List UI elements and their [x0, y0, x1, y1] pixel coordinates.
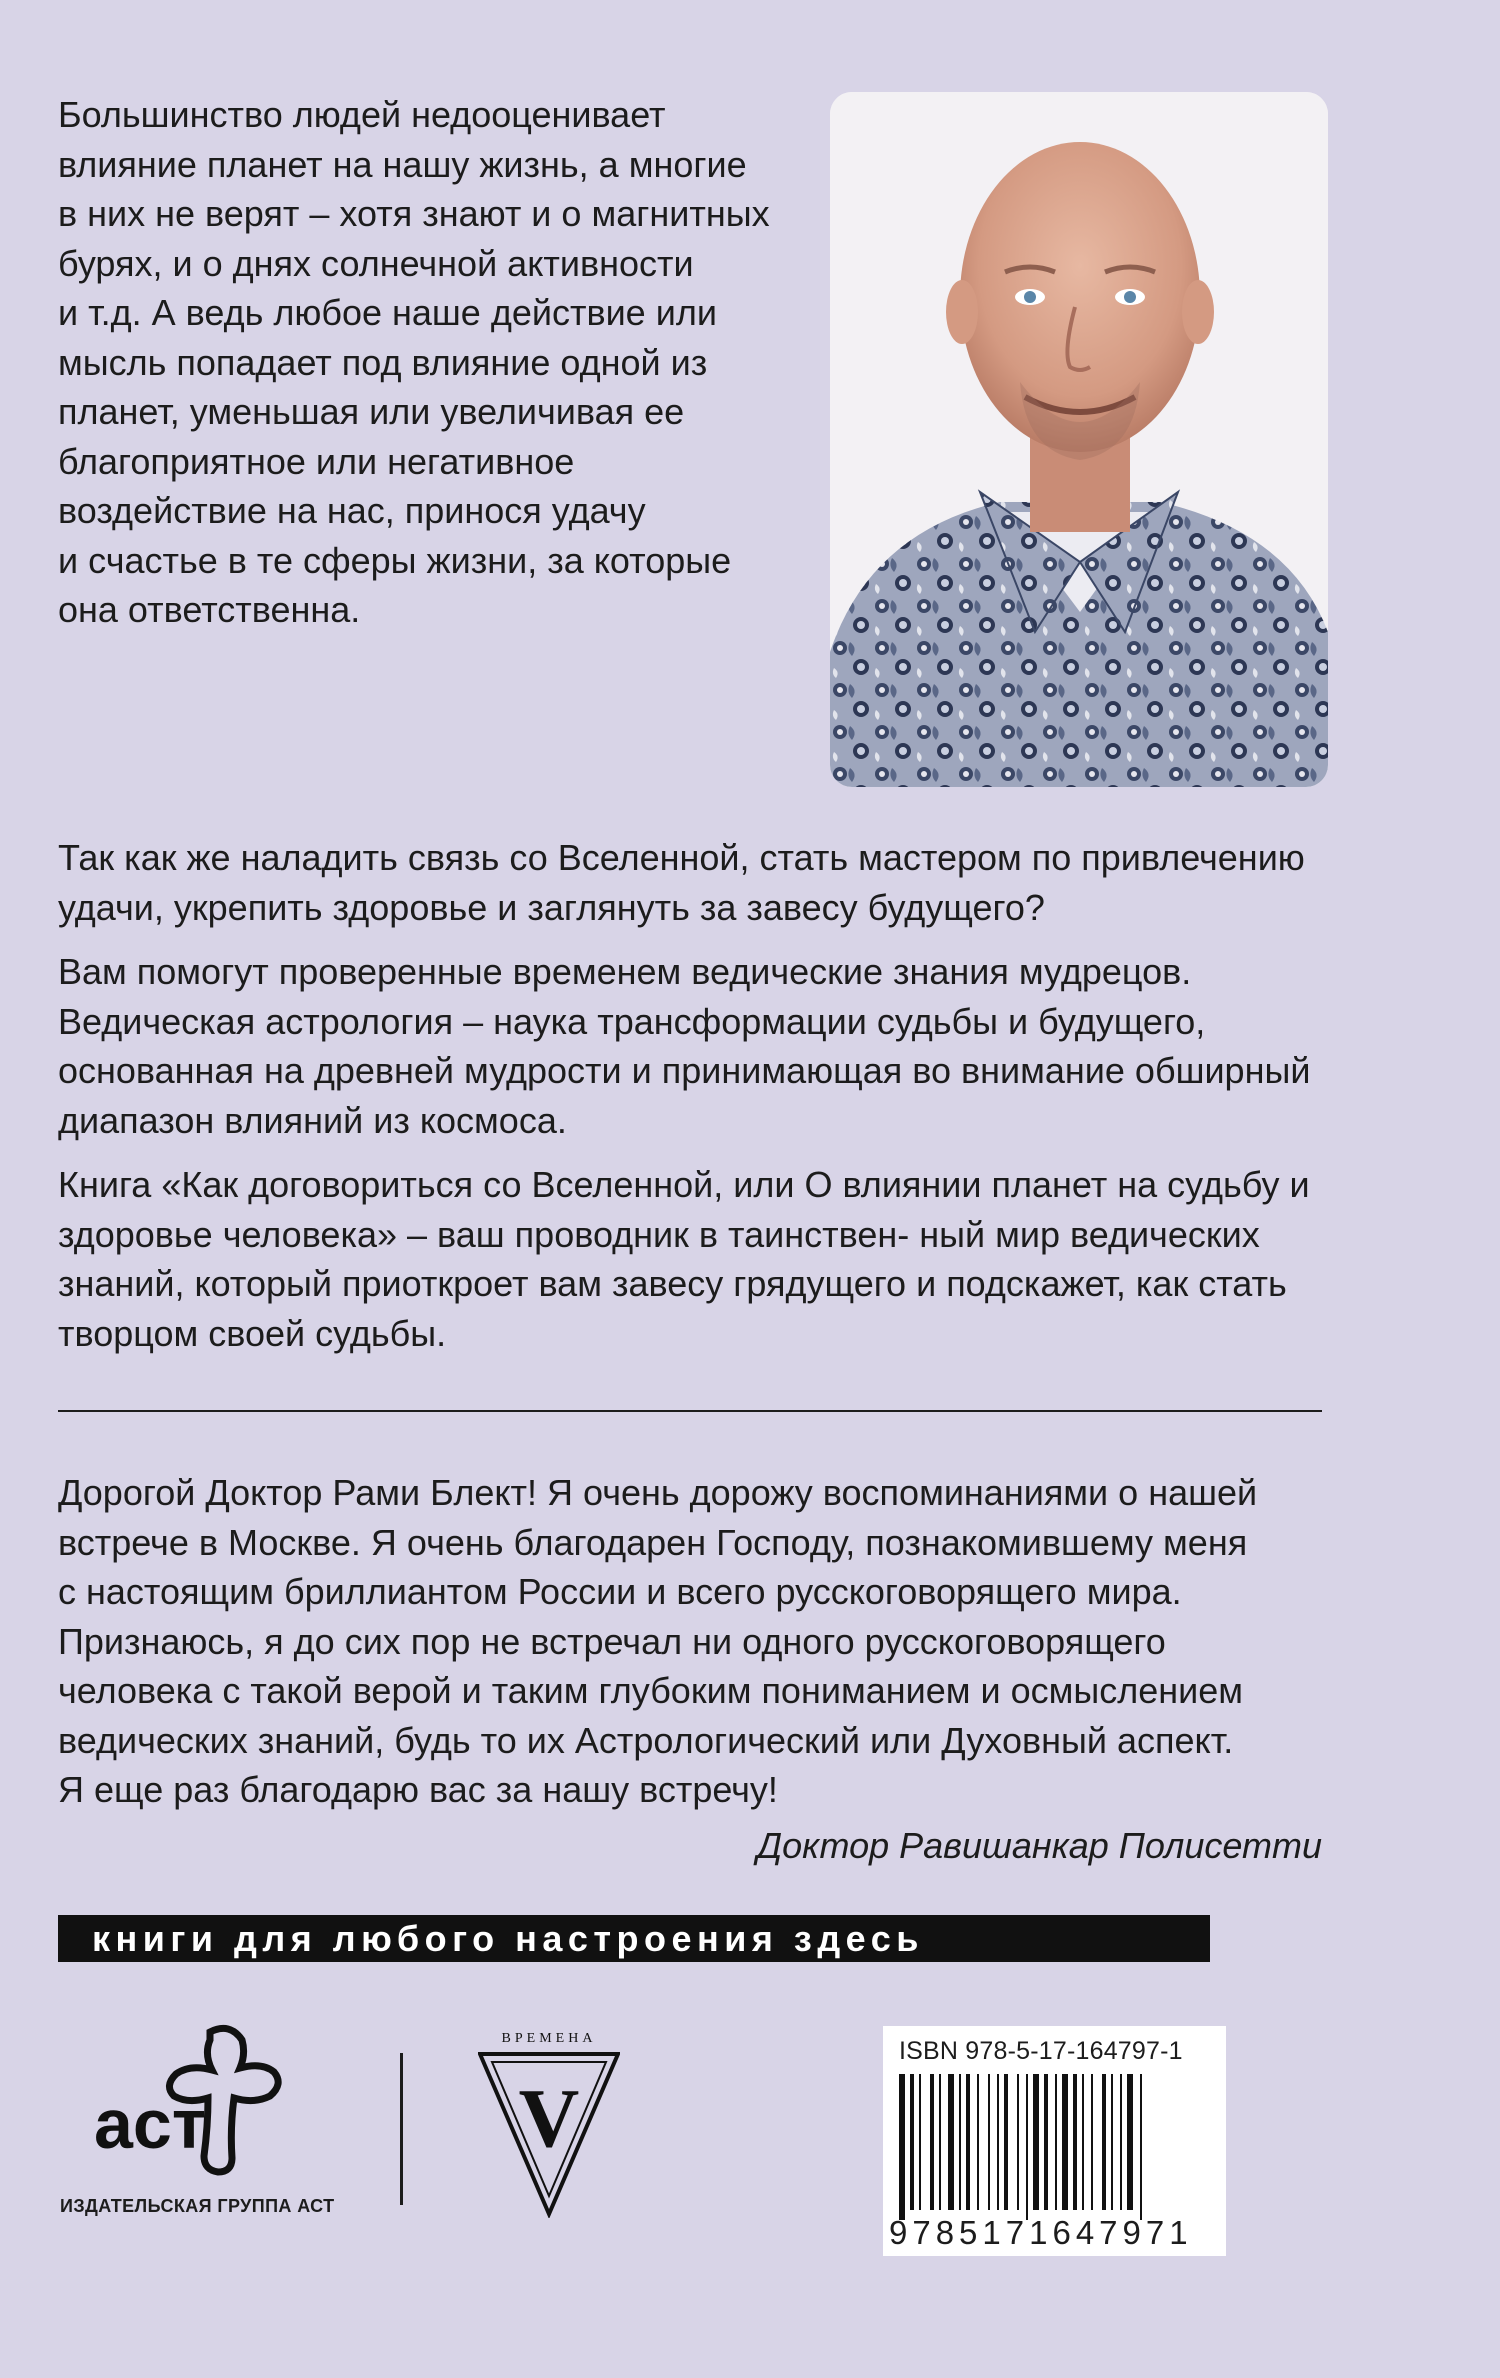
barcode-bar — [981, 2074, 987, 2210]
intro-text — [58, 90, 828, 635]
barcode-bar — [939, 2074, 941, 2210]
intro-line: мысль попадает под влияние одной из — [58, 341, 708, 383]
main-text — [58, 833, 1338, 1373]
ast-logo-icon — [92, 2022, 307, 2182]
testimonial-line: Признаюсь, я до сих пор не встречал ни одного русскоговорящего — [58, 1620, 1166, 1662]
barcode-bar — [1004, 2074, 1008, 2210]
barcode-bar — [899, 2074, 905, 2220]
barcode-bar — [1030, 2074, 1032, 2210]
barcode-bar — [916, 2074, 918, 2210]
barcode-bar — [1082, 2074, 1084, 2210]
barcode-bar — [956, 2074, 958, 2210]
intro-line: и счастье в те сферы жизни, за которые — [58, 539, 732, 581]
barcode-bar — [930, 2074, 934, 2210]
barcode-bar — [1111, 2074, 1113, 2210]
barcode-bar — [1017, 2074, 1019, 2210]
barcode-bar — [1108, 2074, 1110, 2210]
barcode-bar — [977, 2074, 979, 2210]
intro-line: и т.д. А ведь любое наше действие или — [58, 292, 717, 333]
isbn-label: ISBN 978-5-17-164797-1 — [899, 2037, 1183, 2065]
barcode-bar — [1041, 2074, 1043, 2210]
intro-line: в них не верят – хотя знают и о магнитных — [58, 193, 770, 234]
main-paragraph: Так как же наладить связь со Вселенной, стать мастером по привлечению удачи, укрепить здоровье и заглянуть за завесу будущего? — [58, 837, 1305, 928]
intro-line: Большинство людей недооценивает — [58, 94, 666, 135]
vremena-logo-icon — [478, 2028, 620, 2218]
barcode-bar — [1102, 2074, 1106, 2210]
testimonial-line: с настоящим бриллиантом России и всего русскоговорящего мира. — [58, 1571, 1182, 1612]
main-paragraph: Книга «Как договориться со Вселенной, или О влиянии планет на судьбу и здоровье человека» – ваш проводник в таинствен- ный мир ведических знаний, который приоткроет вам завесу грядущего и подскажет, как стать творцом своей судьбы. — [58, 1164, 1310, 1354]
barcode-bar — [1001, 2074, 1003, 2210]
barcode-bar — [1135, 2074, 1139, 2210]
testimonial-line: ведических знаний, будь то их Астрологический или Духовный аспект. — [58, 1719, 1234, 1761]
barcode-bar — [1140, 2074, 1142, 2220]
testimonial-line: Я еще раз благодарю вас за нашу встречу! — [58, 1769, 778, 1810]
barcode-panel — [883, 2026, 1226, 2256]
barcode-bar — [997, 2074, 999, 2210]
barcode-bar — [907, 2074, 909, 2220]
logo-divider — [400, 2053, 403, 2205]
barcode-bar — [943, 2074, 947, 2210]
barcode-bar — [919, 2074, 921, 2210]
section-divider — [58, 1410, 1322, 1412]
barcode-bar — [1021, 2074, 1025, 2210]
barcode-bar — [1124, 2074, 1126, 2210]
barcode-bar — [948, 2074, 954, 2210]
barcode-bar — [1033, 2074, 1039, 2210]
barcode-bar — [1144, 2074, 1148, 2220]
barcode-bar — [1044, 2074, 1048, 2210]
publisher-name: ИЗДАТЕЛЬСКАЯ ГРУППА АСТ — [60, 2196, 335, 2216]
barcode-bar — [963, 2074, 965, 2210]
barcode-digits: 9785171647971 — [889, 2214, 1193, 2251]
barcode-bar — [1059, 2074, 1061, 2210]
barcode-bar — [972, 2074, 976, 2210]
barcode-bar — [966, 2074, 970, 2210]
barcode-bar — [1070, 2074, 1072, 2210]
testimonial-line: встрече в Москве. Я очень благодарен Господу, познакомившему меня — [58, 1521, 1248, 1563]
main-paragraph: Вам помогут проверенные временем ведические знания мудрецов. Ведическая астрология – наука трансформации судьбы и будущего, основанная на древней мудрости и принимающая во внимание обширный диапазон влияний из космоса. — [58, 951, 1311, 1141]
slogan-banner: книги для любого настроения здесь — [58, 1915, 1210, 1962]
testimonial-line: человека с такой верой и таким глубоким пониманием и осмыслением — [58, 1670, 1244, 1711]
barcode-bar — [1115, 2074, 1119, 2210]
barcode-bar — [1120, 2074, 1122, 2210]
author-portrait-illustration — [830, 92, 1328, 787]
intro-line: благоприятное или негативное — [58, 440, 575, 482]
testimonial-signature: Доктор Равишанкар Полисетти — [756, 1825, 1322, 1866]
barcode-bar — [1073, 2074, 1077, 2210]
testimonial — [58, 1468, 1348, 1815]
barcode-bar — [959, 2074, 961, 2210]
barcode-bar — [936, 2074, 938, 2210]
barcode-bar — [1026, 2074, 1028, 2220]
author-photo — [830, 92, 1328, 787]
testimonial-line: Дорогой Доктор Рами Блект! Я очень дорожу воспоминаниями о нашей — [58, 1472, 1258, 1513]
ast-logo-mark: аст — [94, 2085, 207, 2163]
barcode-bar — [1062, 2074, 1068, 2210]
intro-line: влияние планет на нашу жизнь, а многие — [58, 143, 747, 185]
intro-line: воздействие на нас, принося удачу — [58, 490, 646, 531]
barcode-bar — [1127, 2074, 1133, 2210]
intro-line: бурях, и о днях солнечной активности — [58, 242, 694, 284]
barcode-bar — [1095, 2074, 1101, 2210]
barcode-bar — [988, 2074, 990, 2210]
barcode-bar — [1010, 2074, 1016, 2210]
barcode-bar — [1079, 2074, 1081, 2210]
intro-line: она ответственна. — [58, 589, 361, 630]
barcode-bar — [1050, 2074, 1054, 2210]
intro-line: планет, уменьшая или увеличивая ее — [58, 391, 685, 432]
barcode-bar — [992, 2074, 996, 2210]
vremena-logo-word: ВРЕМЕНА — [501, 2031, 597, 2046]
barcode-bar — [1086, 2074, 1090, 2210]
barcode-bar — [1055, 2074, 1057, 2210]
barcode-bar — [1091, 2074, 1093, 2210]
vremena-logo-letter: V — [518, 2072, 580, 2165]
barcode-bar — [923, 2074, 929, 2210]
barcode-bar — [910, 2074, 914, 2210]
